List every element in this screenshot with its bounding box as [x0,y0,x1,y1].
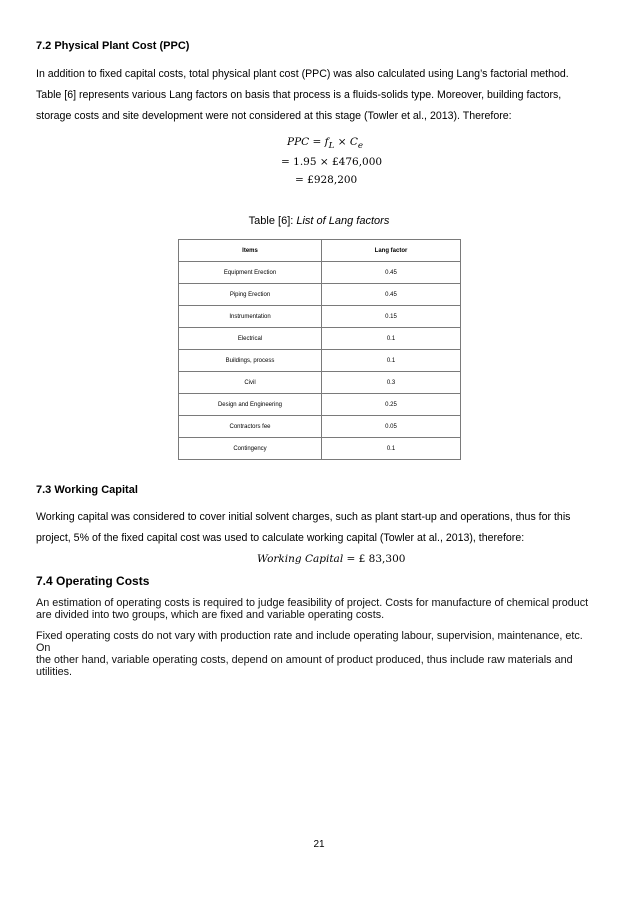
ppc-equation-line-3: = £928,200 [295,174,358,186]
factor-cell: 0.25 [322,394,461,416]
header-lang-factor: Lang factor [322,240,461,262]
eq-times: × [337,136,347,148]
eq-working-capital-symbol: Working Capital [257,553,344,565]
item-cell: Contractors fee [179,416,322,438]
factor-cell: 0.45 [322,284,461,306]
table-row [179,284,461,306]
working-capital-equation [257,553,405,565]
paragraph-line: utilities. [36,666,73,678]
section-7-4-heading: 7.4 Operating Costs [36,574,150,588]
table-row [179,262,461,284]
table-caption-title: List of Lang factors [296,215,390,227]
table-row [179,416,461,438]
item-cell: Instrumentation [179,306,322,328]
section-7-4-paragraph-2 [36,630,596,678]
section-7-3-paragraph [36,507,606,549]
eq-c-symbol: C [349,136,358,148]
table-row [179,372,461,394]
table-caption [0,215,638,227]
ppc-equation-line-1 [287,136,363,151]
table-header-row [179,240,461,262]
table-row [179,306,461,328]
factor-cell: 0.15 [322,306,461,328]
item-cell: Contingency [179,438,322,460]
table-caption-prefix: Table [6]: [248,215,297,227]
eq-c-subscript: e [357,141,364,152]
eq-ppc-symbol: PPC [287,136,310,148]
section-7-2-paragraph [36,64,606,127]
factor-cell: 0.1 [322,350,461,372]
paragraph-line: Working capital was considered to cover initial solvent charges, such as plant start-up and operations, thus for this [36,511,571,523]
item-cell: Buildings, process [179,350,322,372]
page-number: 21 [313,839,325,850]
table-row [179,350,461,372]
lang-factors-table [178,239,461,460]
factor-cell: 0.45 [322,262,461,284]
section-7-4-paragraph-1 [36,597,596,621]
factor-cell: 0.1 [322,328,461,350]
factor-cell: 0.1 [322,438,461,460]
factor-cell: 0.05 [322,416,461,438]
paragraph-line: In addition to fixed capital costs, total physical plant cost (PPC) was also calculated using Lang’s factorial method. [36,68,569,80]
paragraph-line: project, 5% of the fixed capital cost was used to calculate working capital (Towler at al., 2013), therefore: [36,532,525,544]
factor-cell: 0.3 [322,372,461,394]
paragraph-line: An estimation of operating costs is required to judge feasibility of project. Costs for manufacture of chemical product [36,597,589,609]
paragraph-line: storage costs and site development were not considered at this stage (Towler et al., 2013). Therefore: [36,110,512,122]
eq-working-capital-value: = £ 83,300 [346,553,406,565]
paragraph-line: Fixed operating costs do not vary with production rate and include operating labour, supervision, maintenance, etc. On [36,630,583,654]
paragraph-line: the other hand, variable operating costs, depend on amount of product produced, thus include raw materials and [36,654,573,666]
eq-equals: = [312,136,322,148]
section-7-2-heading: 7.2 Physical Plant Cost (PPC) [36,40,190,52]
item-cell: Piping Erection [179,284,322,306]
item-cell: Equipment Erection [179,262,322,284]
header-items: Items [179,240,322,262]
table-row [179,394,461,416]
section-7-3-heading: 7.3 Working Capital [36,484,138,496]
table-row [179,328,461,350]
paragraph-line: are divided into two groups, which are fixed and variable operating costs. [36,609,385,621]
paragraph-line: Table [6] represents various Lang factors on basis that process is a fluids-solids type. Moreover, building factors, [36,89,562,101]
item-cell: Civil [179,372,322,394]
table-row [179,438,461,460]
item-cell: Design and Engineering [179,394,322,416]
eq-f-subscript: L [328,141,335,152]
eq-f-symbol: f [324,136,329,148]
ppc-equation-line-2: = 1.95 × £476,000 [281,156,383,168]
item-cell: Electrical [179,328,322,350]
